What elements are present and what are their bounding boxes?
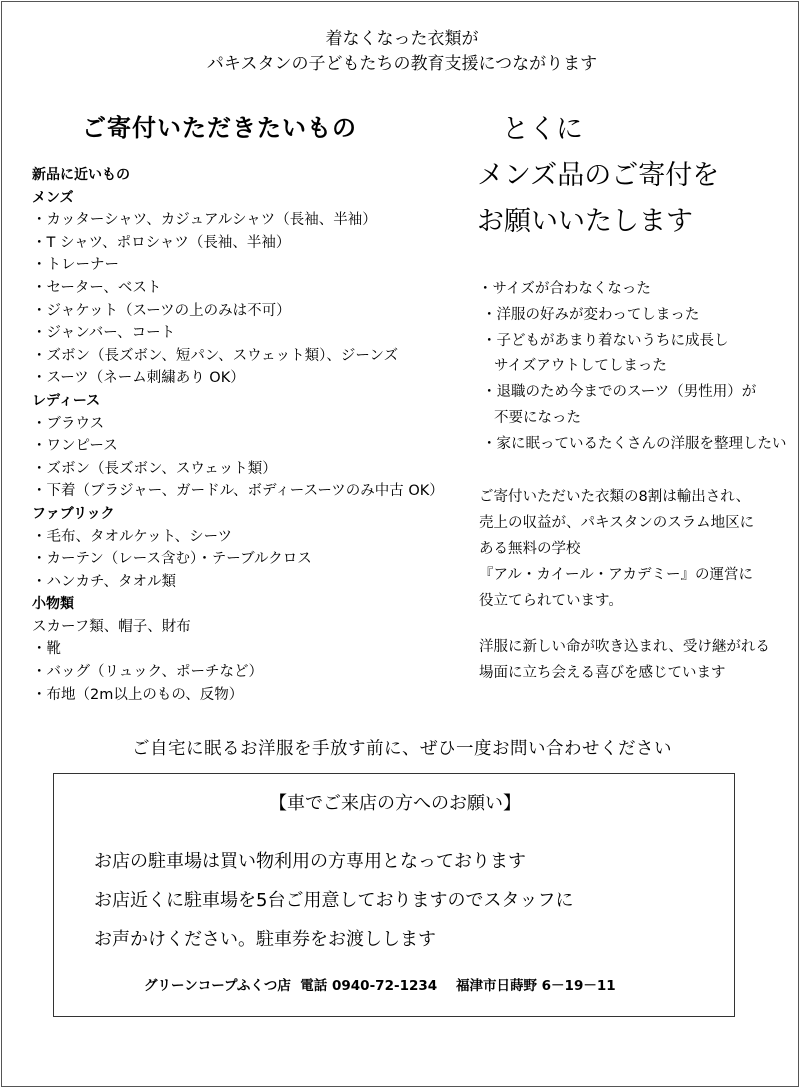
store-info bbox=[144, 974, 704, 994]
list-item: ・布地（2m以上のもの、反物） bbox=[32, 686, 244, 703]
paragraph-line: ご寄付いただいた衣類の8割は輸出され、 bbox=[479, 489, 751, 505]
list-item: ・毛布、タオルケット、シーツ bbox=[32, 528, 233, 545]
reason-item: サイズアウトしてしまった bbox=[494, 358, 667, 375]
list-item: ・ズボン（長ズボン、短パン、スウェット類）、ジーンズ bbox=[32, 347, 399, 364]
category-label: ファブリック bbox=[32, 505, 115, 522]
parking-notice-box bbox=[53, 773, 735, 1017]
notice-line: お声かけください。駐車券をお渡しします bbox=[94, 929, 436, 950]
store-phone: 電話 0940-72-1234 bbox=[300, 978, 438, 994]
reason-item: ・退職のため今までのスーツ（男性用）が bbox=[482, 384, 757, 401]
list-item: スカーフ類、帽子、財布 bbox=[32, 618, 191, 635]
heading-line: とくに bbox=[502, 114, 583, 145]
reason-item: ・子どもがあまり着ないうちに成長し bbox=[482, 332, 729, 349]
store-address: 福津市日蒔野 6－19－11 bbox=[455, 978, 616, 994]
donation-items-list bbox=[32, 164, 472, 706]
category-label: 新品に近いもの bbox=[32, 167, 130, 183]
category-label: レディース bbox=[32, 392, 101, 409]
list-item: ・カーテン（レース含む）・テーブルクロス bbox=[32, 551, 312, 568]
closing-paragraph bbox=[479, 634, 799, 686]
reason-item: 不要になった bbox=[494, 409, 581, 426]
donation-usage-paragraph bbox=[479, 484, 799, 614]
heading-line: メンズ品のご寄付を bbox=[477, 160, 720, 191]
contact-appeal: ご自宅に眠るお洋服を手放す前に、ぜひ一度お問い合わせください bbox=[132, 739, 672, 759]
list-item: ・バッグ（リュック、ポーチなど） bbox=[32, 664, 263, 681]
paragraph-line: ある無料の学校 bbox=[479, 541, 581, 557]
reason-item: ・家に眠っているたくさんの洋服を整理したい bbox=[482, 435, 787, 452]
list-item: ・ズボン（長ズボン、スウェット類） bbox=[32, 460, 277, 477]
paragraph-line: 場面に立ち会える喜びを感じています bbox=[479, 665, 726, 681]
list-item: ・ワンピース bbox=[32, 438, 118, 455]
donation-items-heading: ご寄付いただきたいもの bbox=[82, 114, 357, 142]
list-item: ・下着（ブラジャー、ガードル、ボディースーツのみ中古 OK） bbox=[32, 483, 444, 500]
paragraph-line: 『アル・カイール・アカデミー』の運営に bbox=[479, 567, 754, 583]
category-label: 小物類 bbox=[32, 596, 74, 613]
paragraph-line: 役立てられています。 bbox=[479, 593, 623, 609]
list-item: ・スーツ（ネーム刺繍あり OK） bbox=[32, 370, 245, 387]
list-item: ・カッターシャツ、カジュアルシャツ（長袖、半袖） bbox=[32, 212, 377, 229]
list-item: ・トレーナー bbox=[32, 257, 119, 274]
header-line-2: パキスタンの子どもたちの教育支援につながります bbox=[206, 54, 598, 74]
paragraph-line: 売上の収益が、パキスタンのスラム地区に bbox=[479, 515, 755, 531]
flyer-page bbox=[1, 1, 799, 1087]
parking-notice-lines bbox=[94, 842, 714, 959]
paragraph-line: 洋服に新しい命が吹き込まれ、受け継がれる bbox=[479, 639, 770, 655]
list-item: ・ジャケット（スーツの上のみは不可） bbox=[32, 302, 291, 319]
list-item: ・靴 bbox=[32, 641, 61, 658]
parking-notice-title: 【車でご来店の方へのお願い】 bbox=[269, 793, 521, 814]
reason-item: ・サイズが合わなくなった bbox=[478, 281, 651, 297]
category-label: メンズ bbox=[32, 189, 74, 206]
list-item: ・ハンカチ、タオル類 bbox=[32, 573, 176, 590]
store-name: グリーンコープふくつ店 bbox=[144, 978, 291, 994]
header-line-1: 着なくなった衣類が bbox=[325, 29, 479, 49]
reason-item: ・洋服の好みが変わってしまった bbox=[482, 306, 700, 323]
list-item: ・セーター、ベスト bbox=[32, 279, 162, 296]
reasons-list bbox=[472, 277, 800, 458]
heading-line: お願いいたします bbox=[477, 206, 693, 237]
list-item: ・ジャンバー、コート bbox=[32, 325, 176, 342]
notice-line: お店近くに駐車場を5台ご用意しておりますのでスタッフに bbox=[94, 890, 574, 911]
mens-request-heading bbox=[477, 107, 797, 245]
list-item: ・T シャツ、ポロシャツ（長袖、半袖） bbox=[32, 234, 291, 251]
list-item: ・ブラウス bbox=[32, 415, 105, 432]
notice-line: お店の駐車場は買い物利用の方専用となっております bbox=[94, 851, 526, 872]
